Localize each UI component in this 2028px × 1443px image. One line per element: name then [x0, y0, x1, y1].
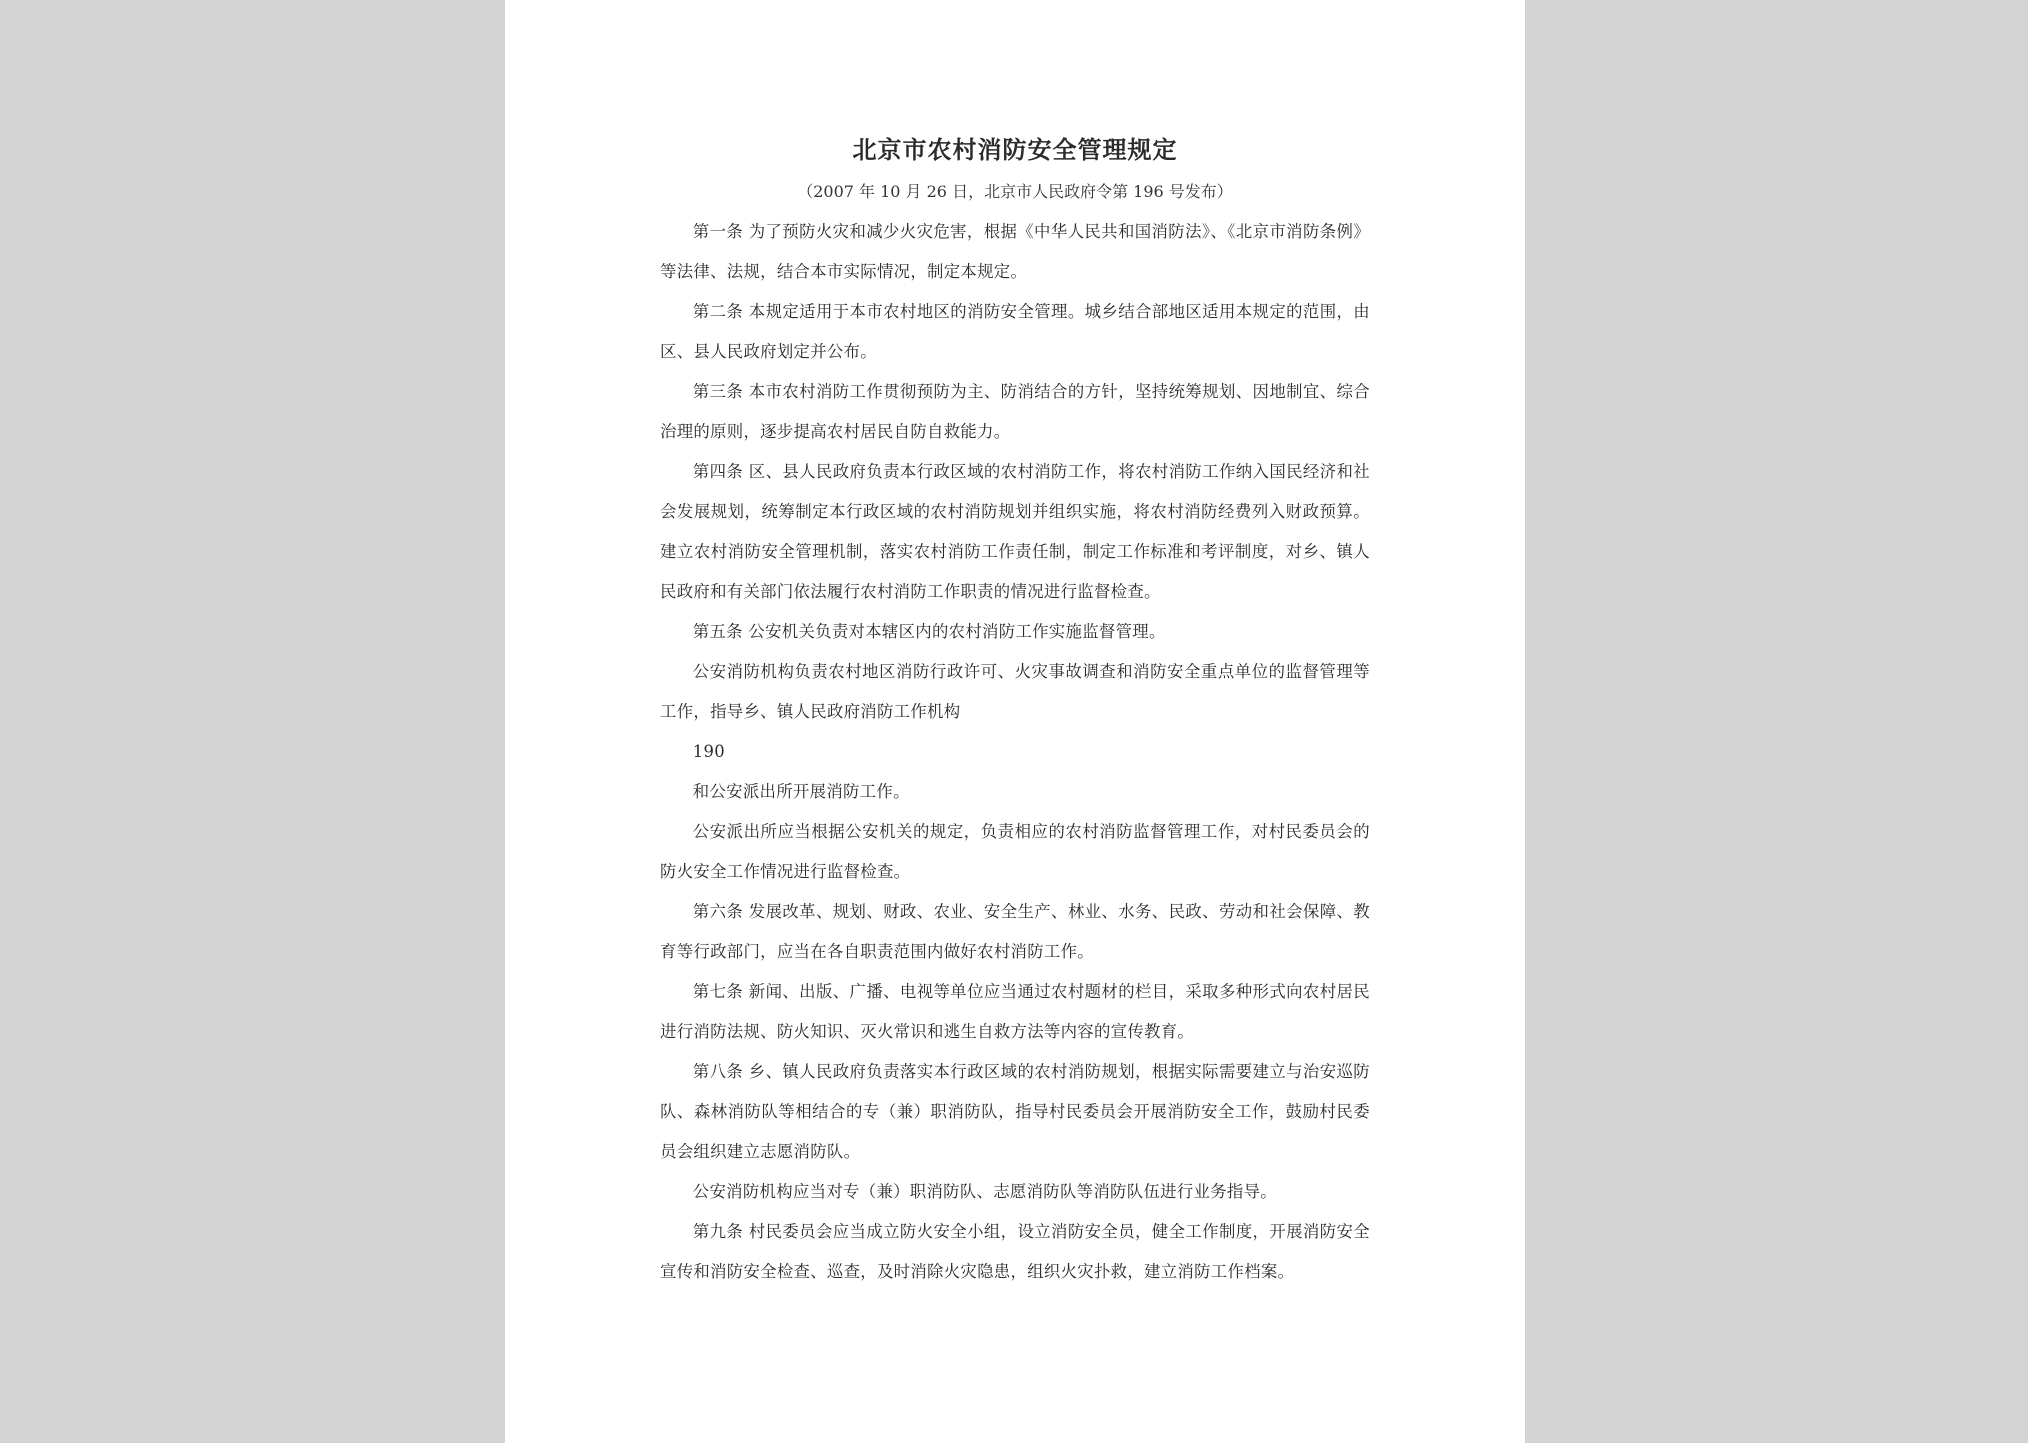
article-3: 第三条 本市农村消防工作贯彻预防为主、防消结合的方针，坚持统筹规划、因地制宜、综合治理的原则，逐步提高农村居民自防自救能力。: [660, 382, 1370, 441]
article-8-para-2: 公安消防机构应当对专（兼）职消防队、志愿消防队等消防队伍进行业务指导。: [692, 1182, 1277, 1201]
article-1: 第一条 为了预防火灾和减少火灾危害，根据《中华人民共和国消防法》、《北京市消防条例》等法律、法规，结合本市实际情况，制定本规定。: [660, 222, 1370, 281]
document-subtitle: （2007 年 10 月 26 日，北京市人民政府令第 196 号发布）: [797, 182, 1233, 201]
article-5-para-2-cont: 和公安派出所开展消防工作。: [692, 782, 910, 801]
article-2: 第二条 本规定适用于本市农村地区的消防安全管理。城乡结合部地区适用本规定的范围，由区、县人民政府划定并公布。: [660, 302, 1370, 361]
article-5-para-3: 公安派出所应当根据公安机关的规定，负责相应的农村消防监督管理工作，对村民委员会的防火安全工作情况进行监督检查。: [660, 822, 1370, 881]
article-5-para-2: 公安消防机构负责农村地区消防行政许可、火灾事故调查和消防安全重点单位的监督管理等工作，指导乡、镇人民政府消防工作机构: [660, 662, 1370, 721]
article-8: 第八条 乡、镇人民政府负责落实本行政区域的农村消防规划，根据实际需要建立与治安巡防队、森林消防队等相结合的专（兼）职消防队，指导村民委员会开展消防安全工作，鼓励村民委员会组织建立志愿消防队。: [660, 1062, 1370, 1161]
document-title: 北京市农村消防安全管理规定: [852, 135, 1178, 164]
article-5: 第五条 公安机关负责对本辖区内的农村消防工作实施监督管理。: [692, 622, 1166, 641]
document-body: [660, 212, 1370, 1292]
article-7: 第七条 新闻、出版、广播、电视等单位应当通过农村题材的栏目，采取多种形式向农村居民进行消防法规、防火知识、灭火常识和逃生自救方法等内容的宣传教育。: [660, 982, 1370, 1041]
article-9: 第九条 村民委员会应当成立防火安全小组，设立消防安全员，健全工作制度，开展消防安全宣传和消防安全检查、巡查，及时消除火灾隐患，组织火灾扑救，建立消防工作档案。: [660, 1222, 1370, 1281]
page-number: 190: [692, 742, 725, 761]
article-4: 第四条 区、县人民政府负责本行政区域的农村消防工作，将农村消防工作纳入国民经济和社会发展规划，统筹制定本行政区域的农村消防规划并组织实施，将农村消防经费列入财政预算。建立农村消防安全管理机制，落实农村消防工作责任制，制定工作标准和考评制度，对乡、镇人民政府和有关部门依法履行农村消防工作职责的情况进行监督检查。: [660, 462, 1370, 601]
article-6: 第六条 发展改革、规划、财政、农业、安全生产、林业、水务、民政、劳动和社会保障、教育等行政部门，应当在各自职责范围内做好农村消防工作。: [660, 902, 1370, 961]
document-page: [505, 0, 1525, 1443]
